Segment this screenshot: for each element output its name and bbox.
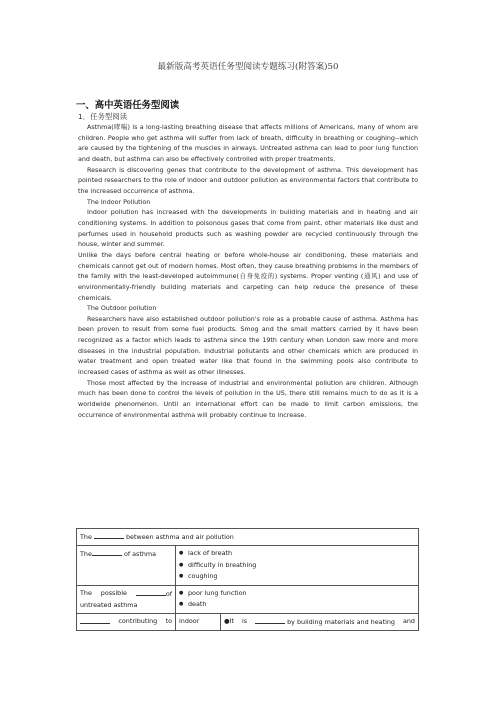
table-cell: indoor — [176, 613, 221, 630]
answer-blank[interactable] — [255, 616, 285, 624]
paragraph-4: Unlike the days before central heating or before whole-house air conditioning, these materials and chemicals cannot get out of modern homes. Most often, they cause breathing problems in the members of the family with the least-developed autoimmune(自身免疫的) systems. Proper venting (通风) and use of environmentally-friendly building materials and carpeting can help reduce the presence of these chemicals. — [78, 251, 418, 302]
answer-blank[interactable] — [92, 548, 122, 556]
list-item: ● poor lung function — [179, 588, 415, 600]
table-row — [77, 585, 419, 613]
paragraph-2: Research is discovering genes that contribute to the development of asthma. This development has pointed researchers to the role of indoor and outdoor pollution as environmental factors that contribute to the increased occurrence of asthma. — [78, 166, 418, 195]
table-cell: contributing to — [77, 613, 176, 630]
table-cell: ●It is by building materials and heating and — [221, 613, 419, 630]
paragraph-1: Asthma(哮喘) is a long-lasting breathing disease that affects millions of Americans, many of whom are children. People who get asthma will suffer from lack of breath, difficulty in breathing or coughing--which are caused by the tightening of the muscles in airways. Untreated asthma can lead to poor lung function and death, but asthma can also be effectively controlled with proper treatments. — [78, 124, 418, 163]
table-row — [77, 546, 419, 586]
reading-passage — [78, 123, 418, 421]
list-item: ● death — [179, 599, 415, 611]
section-heading: 一、高中英语任务型阅读 — [76, 100, 180, 111]
paragraph-6: Those most affected by the increase of industrial and environmental pollution are children. Although much has been done to control the levels of pollution in the US, there still remains much to do as it is a worldwide phenomenon. Until an international effort can be made to limit carbon emissions, the occurrence of environmental asthma will probably continue to increase. — [78, 379, 418, 419]
table-row — [77, 529, 419, 546]
indoor-heading: The Indoor Pollution — [87, 198, 151, 206]
sub-heading: 1．任务型阅读 — [78, 112, 128, 121]
table-cell — [176, 546, 419, 586]
answer-blank[interactable] — [136, 588, 166, 596]
bullet-list — [179, 548, 415, 583]
table-cell — [176, 585, 419, 613]
summary-table — [76, 528, 419, 631]
list-item: ● lack of breath — [179, 548, 415, 560]
table-row — [77, 613, 419, 630]
paragraph-3: Indoor pollution has increased with the developments in building materials and in heating and air conditioning systems. In addition to poisonous gases that come from paint, other materials like dust and perfumes used in household products such as washing powder are recycled continuously through the house, winter and summer. — [78, 209, 418, 249]
table-cell: The of asthma — [77, 546, 176, 586]
paragraph-5: Researchers have also established outdoor pollution's role as a probable cause of asthma. Asthma has been proven to result from some fuel products. Smog and the small matters carried by it have been recognized as a factor which leads to asthma since the 19th century when London saw more and more diseases in the industrial population. Industrial pollutants and other chemicals which are produced in water treatment and open treated water like that found in the swimming pools also contribute to increased cases of asthma as well as other illnesses. — [78, 315, 418, 377]
list-item: ● coughing — [179, 571, 415, 583]
document-title: 最新版高考英语任务型阅读专题练习(附答案)50 — [157, 62, 339, 72]
bullet-list — [179, 588, 415, 611]
answer-blank[interactable] — [80, 616, 110, 624]
answer-blank[interactable] — [94, 531, 124, 539]
outdoor-heading: The Outdoor pollution — [87, 305, 157, 313]
table-cell: The between asthma and air pollution — [77, 529, 419, 546]
list-item: ● difficulty in breathing — [179, 560, 415, 572]
table-cell: The possible of untreated asthma — [77, 585, 176, 613]
